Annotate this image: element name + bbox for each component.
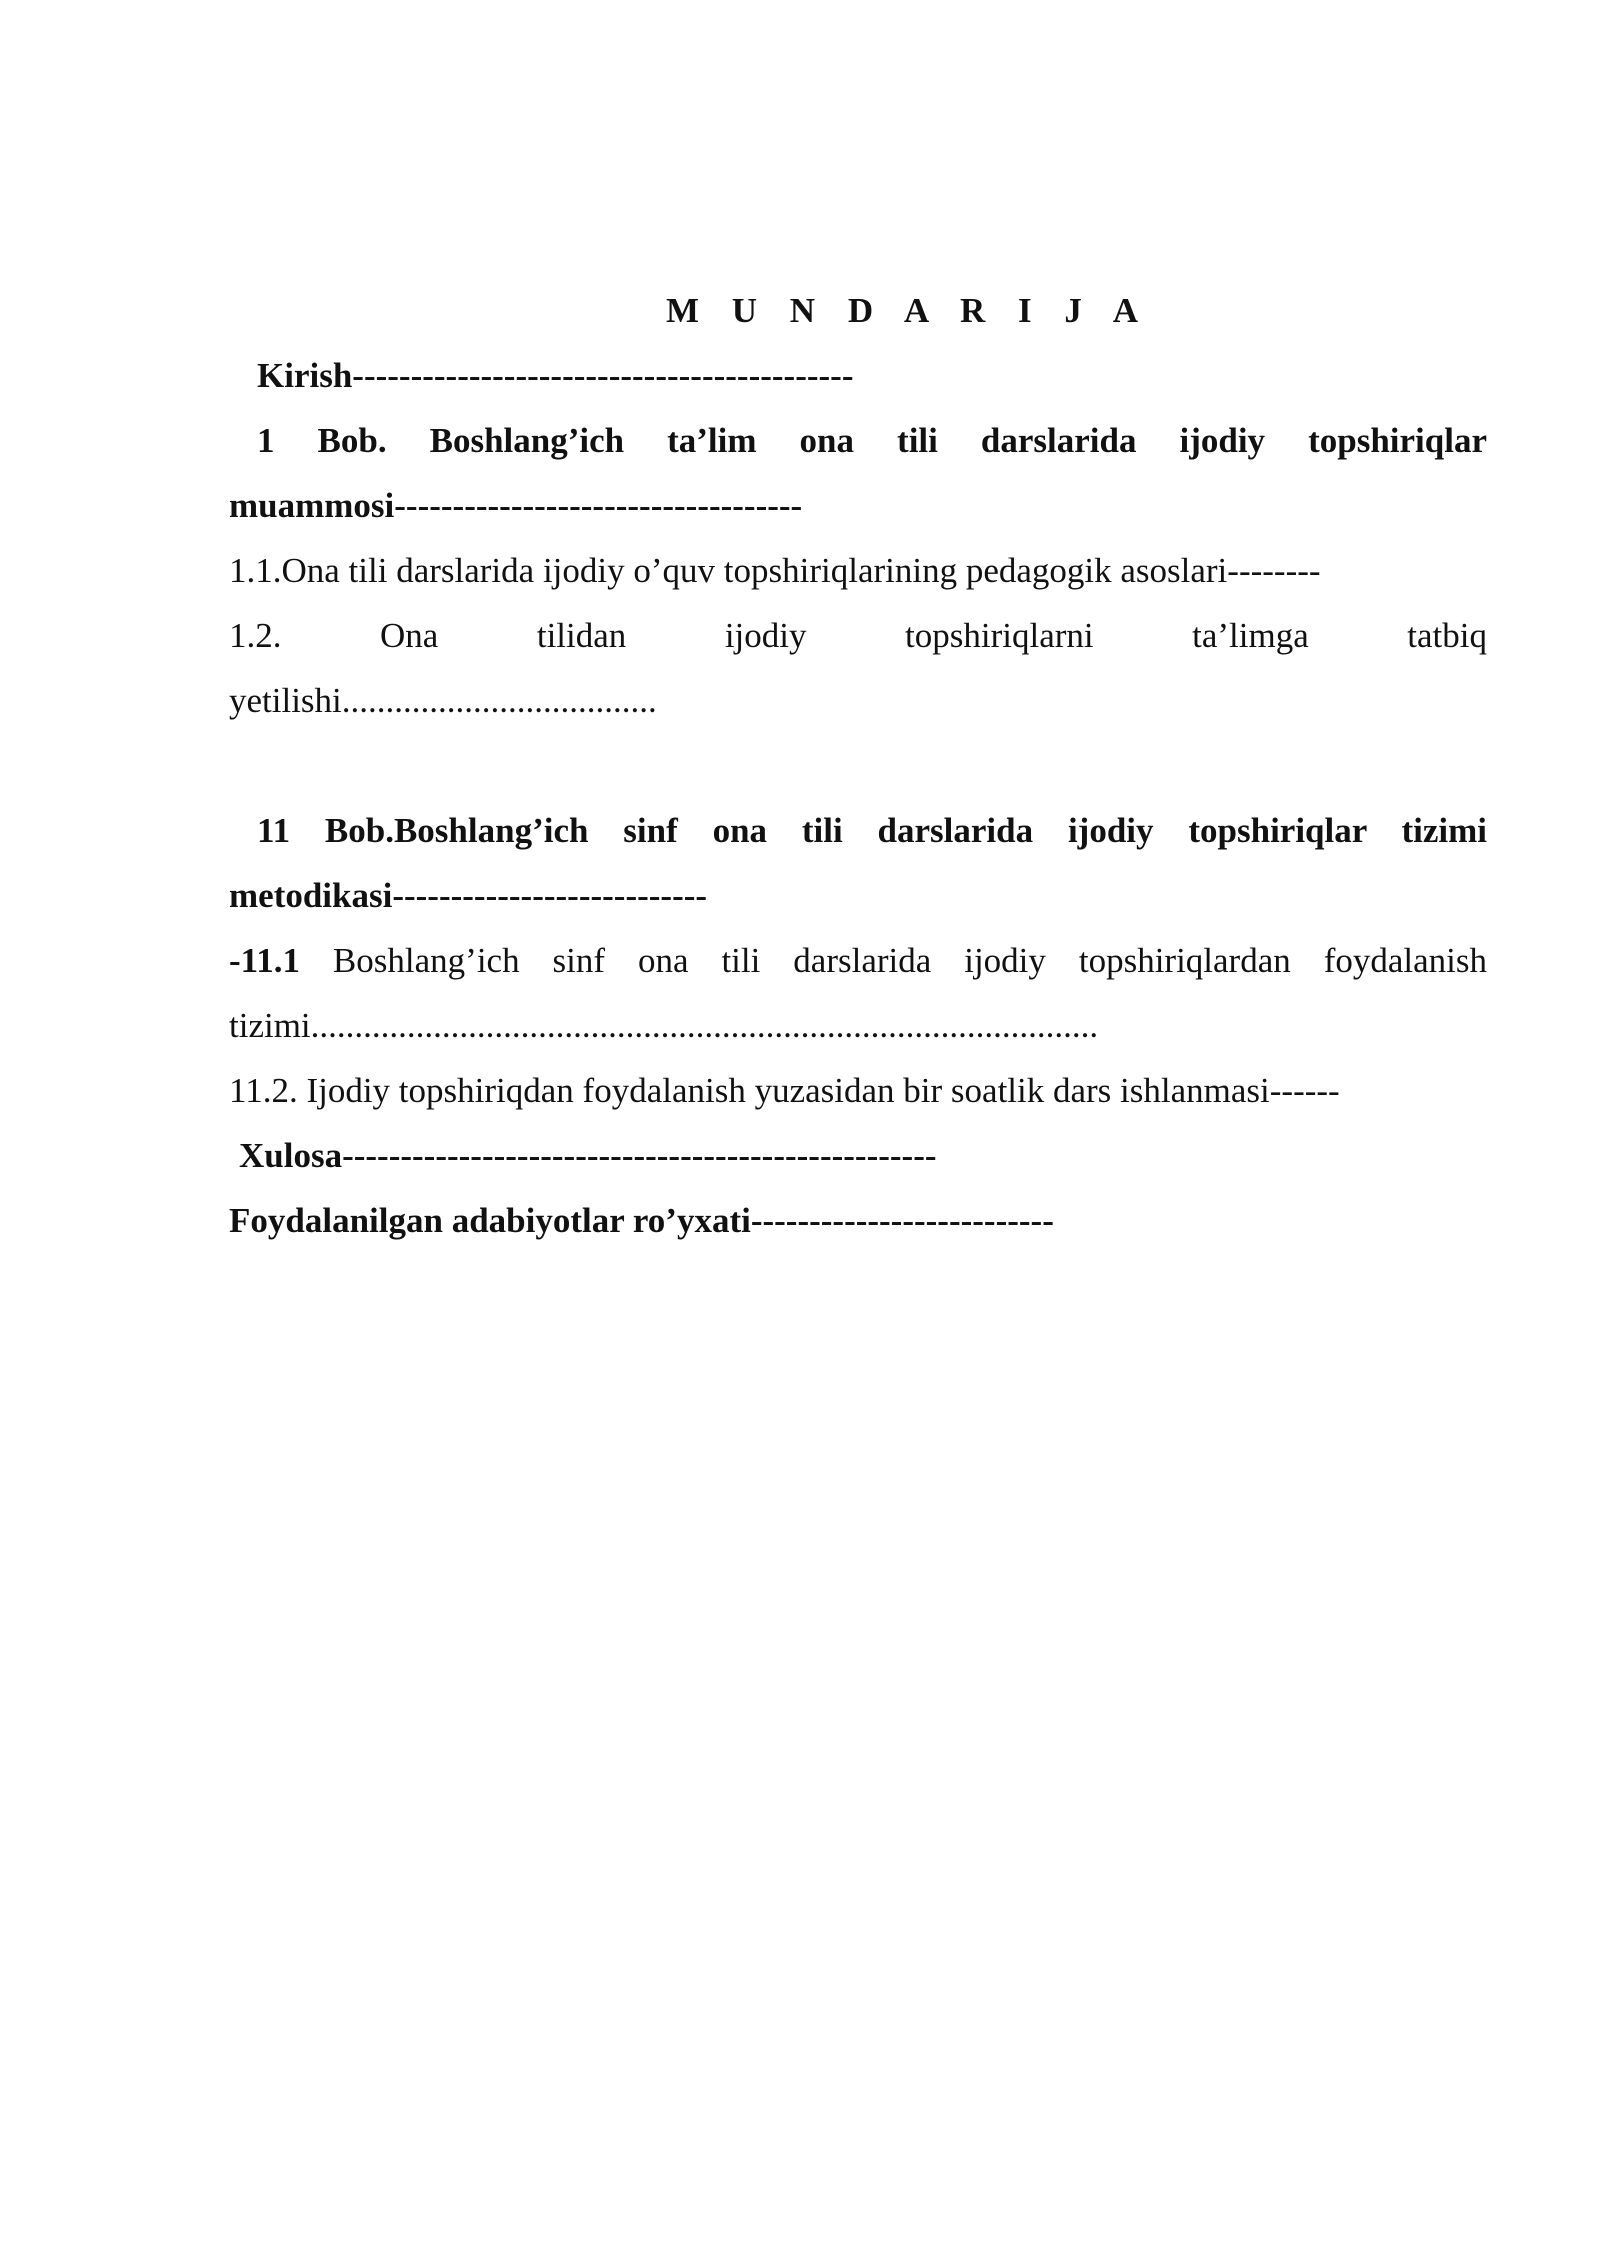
toc-entry-kirish: Kirish-------------------------------------------	[257, 356, 854, 395]
toc-entry-chapter2-line1: 11 Bob.Boshlang’ich sinf ona tili darslarida ijodiy topshiriqlar tizimi	[257, 811, 1487, 850]
toc-entry-section-1-2-line2: yetilishi....................................	[229, 681, 657, 720]
toc-title: M U N D A R I J A	[665, 291, 1151, 330]
toc-entry-section-2-1-line1	[229, 928, 1487, 993]
toc-entry-chapter2-line2: metodikasi---------------------------	[229, 876, 708, 915]
toc-entry-chapter1-line2: muammosi-----------------------------------	[229, 486, 803, 525]
spacer	[229, 733, 1487, 798]
section-number: -11.1	[229, 941, 300, 980]
toc-entry-chapter1-line1: 1 Bob. Boshlang’ich ta’lim ona tili darslarida ijodiy topshiriqlar	[257, 421, 1487, 460]
toc-entry-section-2-1-line2: tizimi..........................................................................................	[229, 1006, 1099, 1045]
toc-entry-adabiyotlar: Foydalanilgan adabiyotlar ro’yxati--------------------------	[229, 1201, 1054, 1240]
toc-entry-section-1-1: 1.1.Ona tili darslarida ijodiy o’quv topshiriqlarining pedagogik asoslari--------	[229, 551, 1321, 590]
toc-entry-section-2-2: 11.2. Ijodiy topshiriqdan foydalanish yuzasidan bir soatlik dars ishlanmasi------	[229, 1071, 1340, 1110]
toc-entry-section-1-2-line1: 1.2. Ona tilidan ijodiy topshiriqlarni ta’limga tatbiq	[229, 616, 1487, 655]
table-of-contents	[229, 278, 1487, 1253]
section-text: Boshlang’ich sinf ona tili darslarida ijodiy topshiriqlardan foydalanish	[299, 941, 1487, 980]
toc-entry-xulosa: Xulosa---------------------------------------------------	[239, 1136, 937, 1175]
